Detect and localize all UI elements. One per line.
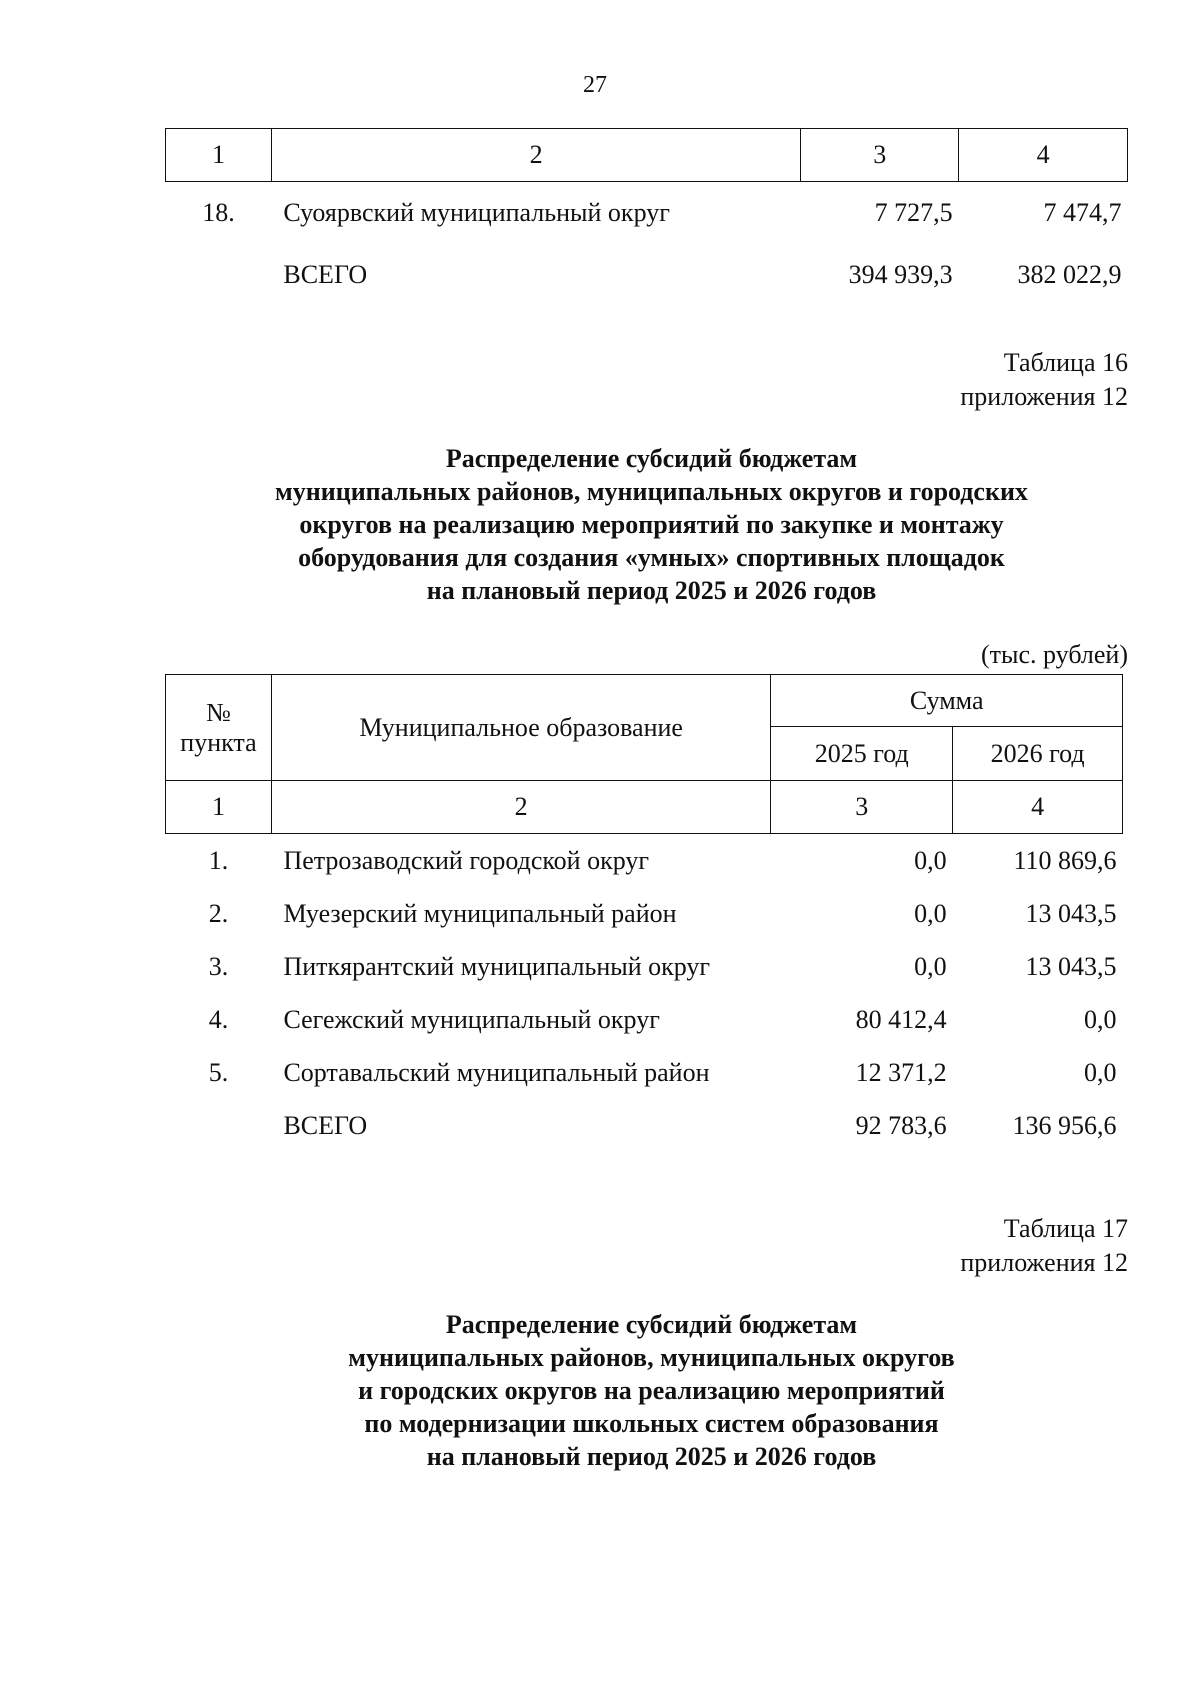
title-line: оборудования для создания «умных» спортивных площадок [298,543,1005,572]
title-line: муниципальных районов, муниципальных округов и городских [275,477,1028,506]
column-number: 3 [771,781,953,834]
table-17-reference [960,1212,1128,1280]
table-row [166,887,1123,940]
appendix-number: приложения 12 [960,382,1128,411]
amount-2025: 7 727,5 [874,198,953,227]
header-row [166,675,1123,727]
municipality-header: Муниципальное образование [271,675,770,781]
page-number: 27 [583,72,607,98]
number-header [166,675,272,781]
title-line: округов на реализацию мероприятий по закупке и монтажу [299,510,1004,539]
amount-2025: 0,0 [914,898,947,928]
year-2026-header: 2026 год [953,727,1123,781]
table-16-title [160,442,1143,607]
column-number: 1 [166,129,272,182]
table-16-reference [960,346,1128,414]
total-2025: 394 939,3 [848,260,953,289]
title-line: Распределение субсидий бюджетам [445,444,858,473]
row-number [166,1099,272,1152]
table-16 [165,674,1123,1152]
total-2026: 136 956,6 [1012,1110,1117,1140]
row-number: 18. [202,198,235,227]
amount-2026: 110 869,6 [1013,845,1117,875]
municipality-name: Петрозаводский городской округ [283,845,650,875]
year-2025-header: 2025 год [771,727,953,781]
table-number: Таблица 16 [1003,348,1128,377]
table-row [166,1046,1123,1099]
sum-header: Сумма [771,675,1123,727]
amount-2025: 0,0 [914,951,947,981]
column-number: 4 [959,129,1128,182]
column-number-row [166,129,1128,182]
total-row [166,1099,1123,1152]
amount-2026: 13 043,5 [1025,898,1117,928]
amount-2025: 0,0 [914,845,947,875]
column-number: 3 [801,129,959,182]
table-row [166,834,1123,888]
continuation-table [165,128,1128,306]
row-number: 4. [208,1004,229,1034]
total-2026: 382 022,9 [1017,260,1122,289]
title-line: по модернизации школьных систем образования [364,1409,939,1438]
total-row [166,244,1128,306]
municipality-name: Муезерский муниципальный район [283,898,677,928]
amount-2026: 0,0 [1084,1057,1117,1087]
table-row [166,940,1123,993]
row-number: 5. [208,1057,229,1087]
amount-2026: 0,0 [1084,1004,1117,1034]
title-line: и городских округов на реализацию мероприятий [358,1376,945,1405]
table-row [166,182,1128,245]
unit-label: (тыс. рублей) [980,640,1128,669]
title-line: Распределение субсидий бюджетам [445,1310,858,1339]
column-number: 2 [271,781,770,834]
amount-2026: 13 043,5 [1025,951,1117,981]
column-number: 1 [166,781,272,834]
title-line: на плановый период 2025 и 2026 годов [426,576,877,605]
municipality-name: Сортавальский муниципальный район [283,1057,710,1087]
table-number: Таблица 17 [1003,1214,1128,1243]
municipality-name: Суоярвский муниципальный округ [283,198,670,227]
number-sign: № [206,697,231,727]
table-row [166,993,1123,1046]
total-2025: 92 783,6 [855,1110,947,1140]
municipality-name: Сегежский муниципальный округ [283,1004,660,1034]
amount-2026: 7 474,7 [1043,198,1122,227]
row-number: 2. [208,898,229,928]
municipality-name: Питкярантский муниципальный округ [283,951,711,981]
column-number: 2 [271,129,800,182]
title-line: на плановый период 2025 и 2026 годов [426,1442,877,1471]
row-number: 3. [208,951,229,981]
title-line: муниципальных районов, муниципальных округов [348,1343,955,1372]
number-word: пункта [180,727,257,757]
total-label: ВСЕГО [283,1110,368,1140]
amount-2025: 12 371,2 [855,1057,947,1087]
amount-2025: 80 412,4 [855,1004,947,1034]
column-number: 4 [953,781,1123,834]
row-number: 1. [208,845,229,875]
row-number [166,244,272,306]
table-17-title [160,1308,1143,1473]
column-number-row [166,781,1123,834]
appendix-number: приложения 12 [960,1248,1128,1277]
total-label: ВСЕГО [283,260,368,289]
